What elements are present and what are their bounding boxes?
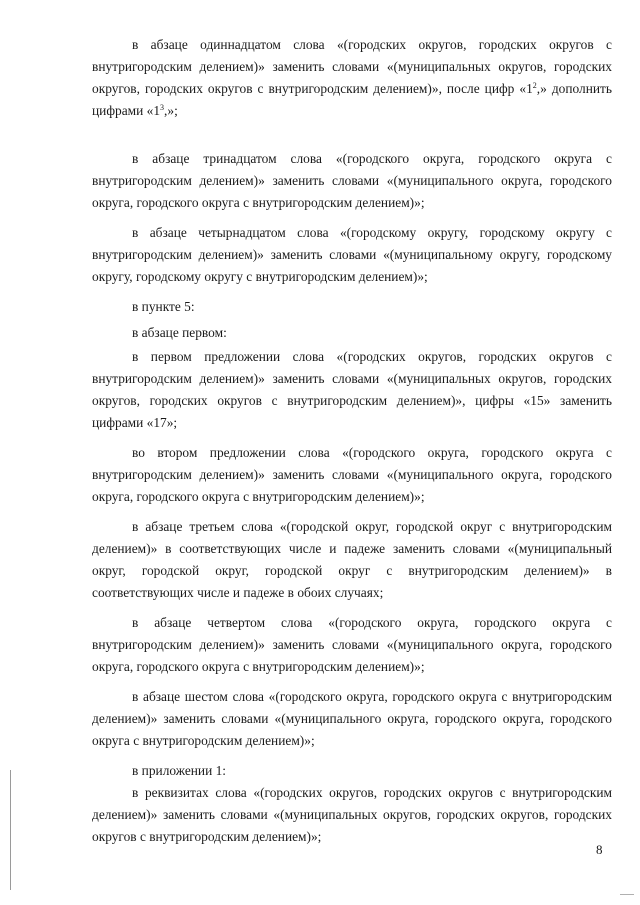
paragraph-5: в абзаце первом: <box>132 325 227 340</box>
paragraph-4: в пункте 5: <box>132 299 195 314</box>
paragraph-11: в приложении 1: <box>132 763 227 778</box>
paragraph-7: во втором предложении слова «(городского округа, городского округа с внутригородским делением)» заменить словами «(муниципального округа, городского округа, городского округа с внутригородским делением)»; <box>92 445 612 504</box>
scan-corner-mark <box>620 894 634 895</box>
paragraph-3: в абзаце четырнадцатом слова «(городскому округу, городскому округу с внутригородским делением)» заменить словами «(муниципальному округу, городскому округу, городскому округу с внутригородским делением)»; <box>92 225 612 284</box>
paragraph-6: в первом предложении слова «(городских округов, городских округов с внутригородским делением)» заменить словами «(муниципальных округов, городских округов, городских округов с внутригородским делением)», цифры «15» заменить цифрами «17»; <box>92 349 612 430</box>
paragraph-1: в абзаце одиннадцатом слова «(городских округов, городских округов с внутригородским делением)» заменить словами «(муниципальных округов, городских округов, городских округов с внутригородским делением)», после цифр «$1^2$,» дополнить цифрами «$1^3$,»; <box>92 37 612 118</box>
paragraph-9: в абзаце четвертом слова «(городского округа, городского округа с внутригородским делением)» заменить словами «(муниципального округа, городского округа, городского округа с внутригородским делением)»; <box>92 615 612 674</box>
scan-edge-line <box>10 770 11 890</box>
paragraph-12: в реквизитах слова «(городских округов, городских округов с внутригородским делением)» заменить словами «(муниципальных округов, городских округов, городских округов с внутригородским делением)»; <box>92 785 612 844</box>
paragraph-8: в абзаце третьем слова «(городской округ, городской округ с внутригородским делением)» в соответствующих числе и падеже заменить словами «(муниципальный округ, городской округ, городской округ с внутригородским делением)» в соответствующих числе и падеже в обоих случаях; <box>92 519 612 600</box>
paragraph-10: в абзаце шестом слова «(городского округа, городского округа с внутригородским делением)» заменить словами «(муниципального округа, городского округа, городского округа с внутригородским делением)»; <box>92 689 612 748</box>
paragraph-2: в абзаце тринадцатом слова «(городского округа, городского округа с внутригородским делением)» заменить словами «(муниципального округа, городского округа, городского округа с внутригородским делением)»; <box>92 151 612 210</box>
page-number: 8 <box>596 842 603 857</box>
